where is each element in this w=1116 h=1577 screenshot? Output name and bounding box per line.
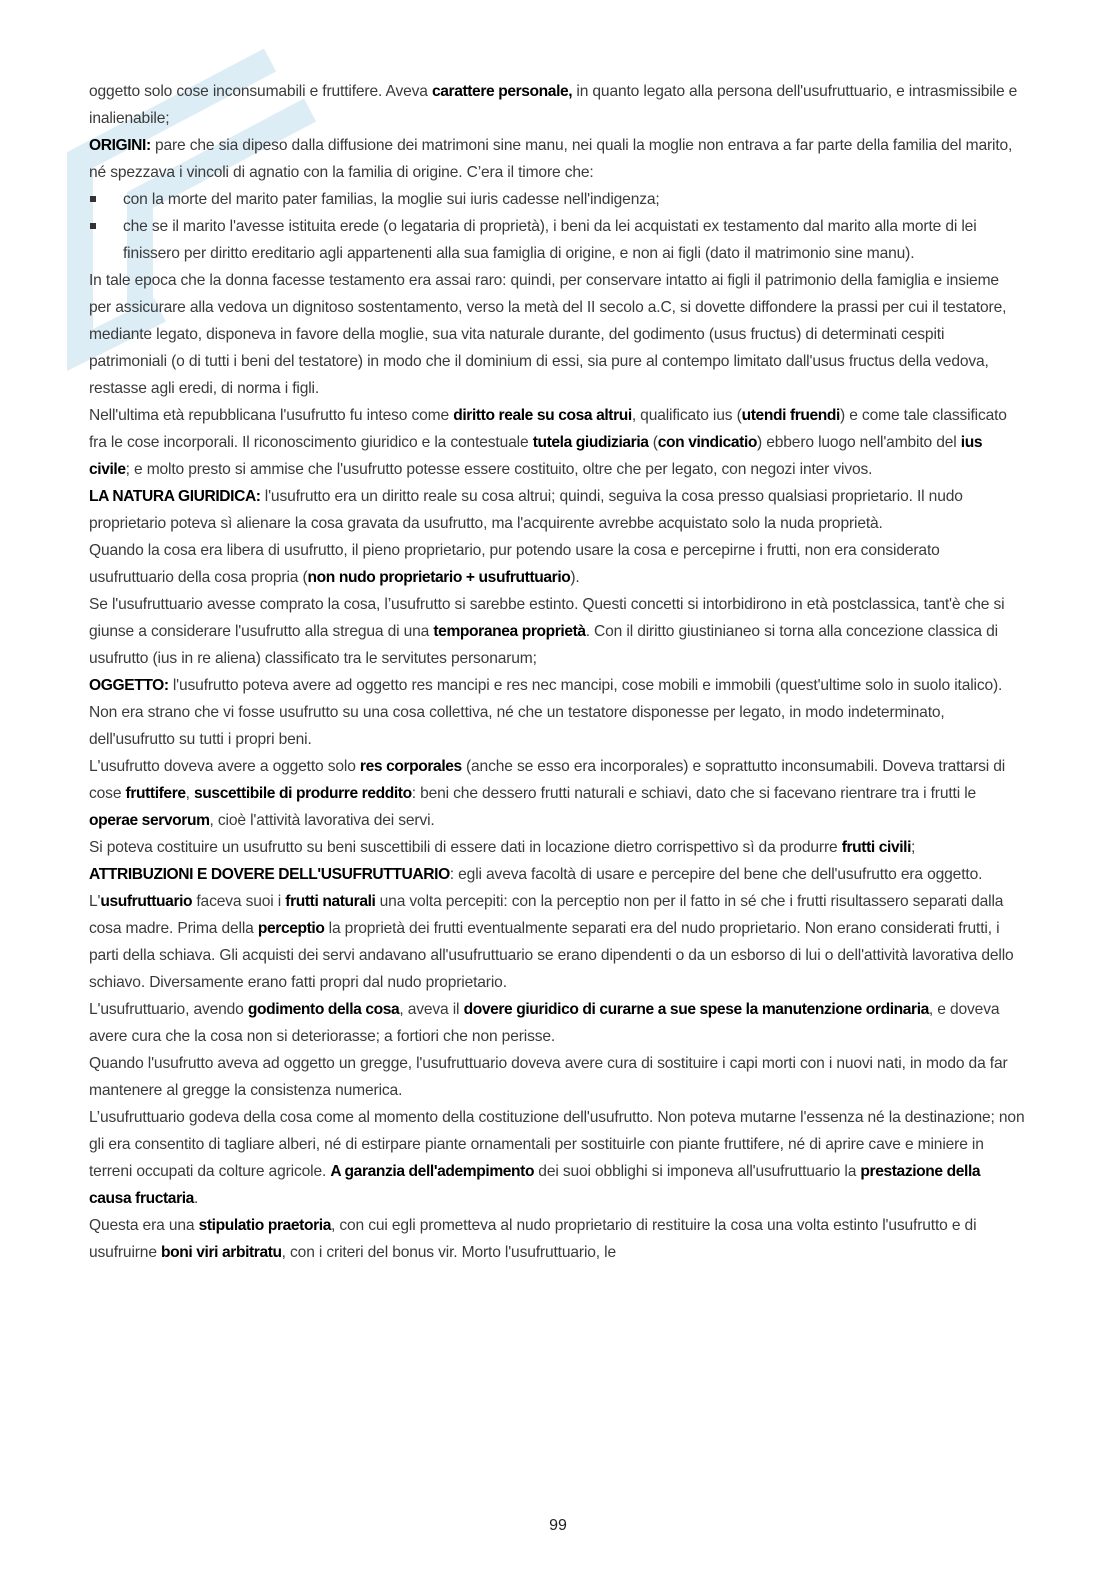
bold-term: boni viri arbitratu — [161, 1244, 282, 1261]
bold-term: diritto reale su cosa altrui — [453, 407, 632, 424]
paragraph — [89, 861, 1025, 996]
bold-term: ius civile — [89, 434, 983, 478]
bold-term: suscettibile di produrre reddito — [194, 785, 412, 802]
bold-term: fruttifere — [125, 785, 186, 802]
text-run: Quando la cosa era libera di usufrutto, il pieno proprietario, pur potendo usare la cosa e percepirne i frutti, non era considerato usufruttuario della cosa propria ( — [89, 542, 940, 586]
text-run: Nell'ultima età repubblicana l'usufrutto fu inteso come — [89, 407, 454, 424]
text-run: oggetto solo cose inconsumabili e fruttifere. Aveva — [89, 83, 432, 100]
text-run: faceva suoi i — [192, 893, 286, 910]
text-run: una volta percepiti: con la perceptio non per il fatto in sé che i frutti risultassero separati dalla cosa madre. Prima della — [89, 893, 1004, 937]
bold-term: res corporales — [359, 758, 462, 775]
text-run: ; e molto presto si ammise che l'usufrutto potesse essere costituito, oltre che per legato, con negozi inter vivos. — [125, 461, 873, 478]
text-run: , cioè l'attività lavorativa dei servi. — [209, 812, 435, 829]
text-run: In tale epoca che la donna facesse testamento era assai raro: quindi, per conservare intatto ai figli il patrimonio della famiglia e insieme per assicurare alla vedova un dignitoso sostentamento, verso la metà del II secolo a.C, si dovette diffondere la prassi per cui il testatore, mediante legato, disponeva in favore della moglie, sua vita naturale durante, del godimento (usus fructus) di determinati cespiti patrimoniali (o di tutti i beni del testatore) in modo che il dominium di essi, sia pure al contempo limitato dall'usus fructus della vedova, restasse agli eredi, di norma i figli. — [89, 272, 1007, 397]
text-run: ; — [911, 839, 916, 856]
bold-term: operae servorum — [89, 812, 210, 829]
paragraph — [89, 267, 1025, 402]
text-run: , qualificato ius ( — [631, 407, 742, 424]
paragraph — [89, 753, 1025, 834]
bold-term: tutela giudiziaria — [532, 434, 649, 451]
text-run: , con cui egli prometteva al nudo proprietario di restituire la cosa una volta estinto l'usufrutto e di usufruirne — [89, 1217, 977, 1261]
text-run: pare che sia dipeso dalla diffusione dei matrimoni sine manu, nei quali la moglie non entrava a far parte della familia del marito, né spezzava i vincoli di agnatio con la familia di origine. C’era il timore che: — [89, 137, 1013, 181]
text-run: in quanto legato alla persona dell'usufruttuario, e intrasmissibile e inalienabile; — [89, 83, 1018, 127]
bold-term: utendi fruendi — [741, 407, 840, 424]
text-run: (anche se esso era incorporales) e soprattutto inconsumabili. Doveva trattarsi di cose — [89, 758, 1006, 802]
text-run: . — [193, 1190, 199, 1207]
bold-term: usufruttuario — [100, 893, 193, 910]
text-run: l'usufrutto era un diritto reale su cosa altrui; quindi, seguiva la cosa presso qualsiasi proprietario. Il nudo proprietario poteva sì alienare la cosa gravata da usufrutto, ma l'acquirente avrebbe acquistato solo la nuda proprietà. — [89, 488, 963, 532]
bold-term: non nudo proprietario + usufruttuario — [307, 569, 571, 586]
text-run: , — [185, 785, 195, 802]
text-run: , e doveva avere cura che la cosa non si deteriorasse; a fortiori che non perisse. — [89, 1001, 1000, 1045]
bold-term: godimento della cosa — [247, 1001, 400, 1018]
text-run: . Con il diritto giustinianeo si torna alla concezione classica di usufrutto (ius in re aliena) classificato tra le servitutes personarum; — [89, 623, 998, 667]
bold-term: carattere personale, — [431, 83, 573, 100]
paragraph — [89, 483, 1025, 537]
text-run: Questa era una — [89, 1217, 199, 1234]
text-run: la proprietà dei frutti eventualmente separati era del nudo proprietario. Non erano considerati frutti, i parti della schiava. Gli acquisti dei servi andavano all'usufruttuario se erano dipendenti o da un esborso di lui o dell'attività lavorativa dello schiavo. Diversamente erano fatti propri dal nudo proprietario. — [89, 920, 1014, 991]
bold-term: ORIGINI: — [89, 137, 151, 154]
text-run: L'usufruttuario, avendo — [89, 1001, 248, 1018]
text-run: l'usufrutto poteva avere ad oggetto res mancipi e res nec mancipi, cose mobili e immobili (quest'ultime solo in suolo italico). Non era strano che vi fosse usufrutto su una cosa collettiva, né che un testatore disponesse per legato, in modo indeterminato, dell'usufrutto su tutti i propri beni. — [89, 677, 1003, 748]
list-item — [89, 213, 1025, 267]
text-run: , con i criteri del bonus vir. Morto l'usufruttuario, le — [281, 1244, 616, 1261]
bold-term: ATTRIBUZIONI E DOVERE DELL'USUFRUTTUARIO — [89, 866, 450, 883]
paragraph — [89, 402, 1025, 483]
square-bullet-icon — [90, 196, 96, 202]
bold-term: LA NATURA GIURIDICA: — [89, 488, 261, 505]
paragraph — [89, 672, 1025, 753]
bold-term: dovere giuridico di curarne a sue spese la manutenzione ordinaria — [463, 1001, 929, 1018]
paragraph — [89, 996, 1025, 1050]
paragraph — [89, 1104, 1025, 1212]
text-run: Se l'usufruttuario avesse comprato la cosa, l’usufrutto si sarebbe estinto. Questi concetti si intorbidirono in età postclassica, tant'è che si giunse a considerare l'usufrutto alla stregua di una — [89, 596, 1005, 640]
paragraph — [89, 834, 1025, 861]
document-page — [89, 78, 1025, 1266]
bold-term: frutti civili — [841, 839, 912, 856]
bold-term: temporanea proprietà — [433, 623, 586, 640]
bold-term: OGGETTO: — [89, 677, 169, 694]
text-run: : egli aveva facoltà di usare e percepire del bene che dell'usufrutto era oggetto. L' — [89, 866, 983, 910]
bold-term: frutti naturali — [285, 893, 376, 910]
bold-term: A garanzia dell'adempimento — [330, 1163, 535, 1180]
text-run: ( — [648, 434, 658, 451]
text-run: dei suoi obblighi si imponeva all'usufruttuario la — [534, 1163, 861, 1180]
text-run: : beni che dessero frutti naturali e schiavi, dato che si facevano rientrare tra i frutti le — [411, 785, 977, 802]
paragraph — [89, 1050, 1025, 1104]
paragraph — [89, 132, 1025, 186]
bold-term: prestazione della causa fructaria — [89, 1163, 981, 1207]
paragraph — [89, 537, 1025, 591]
text-run: L’usufruttuario godeva della cosa come al momento della costituzione dell'usufrutto. Non poteva mutarne l'essenza né la destinazione; non gli era consentito di tagliare alberi, né di estirpare piante ornamentali per sostituirle con piante fruttifere, né di aprire cave e miniere in terreni occupati da colture agricole. — [89, 1109, 1025, 1180]
text-run: Quando l'usufrutto aveva ad oggetto un gregge, l'usufruttuario doveva avere cura di sostituire i capi morti con i nuovi nati, in modo da far mantenere al gregge la consistenza numerica. — [89, 1055, 1008, 1099]
list-item — [89, 186, 1025, 213]
bold-term: perceptio — [257, 920, 325, 937]
paragraph — [89, 78, 1025, 132]
paragraph — [89, 1212, 1025, 1266]
bold-term: con vindicatio — [657, 434, 758, 451]
text-run: ) ebbero luogo nell'ambito del — [757, 434, 961, 451]
page-number: 99 — [549, 1517, 567, 1534]
text-run: , aveva il — [399, 1001, 464, 1018]
list-item-text: che se il marito l'avesse istituita erede (o legataria di proprietà), i beni da lei acquistati ex testamento dal marito alla morte di lei finissero per diritto ereditario agli appartenenti alla sua famiglia di origine, e non ai figli (dato il matrimonio sine manu). — [123, 218, 977, 262]
bold-term: stipulatio praetoria — [198, 1217, 331, 1234]
text-run: Si poteva costituire un usufrutto su beni suscettibili di essere dati in locazione dietro corrispettivo sì da produrre — [89, 839, 842, 856]
text-run: ). — [570, 569, 580, 586]
square-bullet-icon — [90, 223, 96, 229]
paragraph — [89, 591, 1025, 672]
list-item-text: con la morte del marito pater familias, la moglie sui iuris cadesse nell'indigenza; — [123, 191, 660, 208]
bullet-list — [89, 186, 1025, 267]
text-run: L'usufrutto doveva avere a oggetto solo — [89, 758, 360, 775]
text-run: ) e come tale classificato fra le cose incorporali. Il riconoscimento giuridico e la contestuale — [89, 407, 1007, 451]
